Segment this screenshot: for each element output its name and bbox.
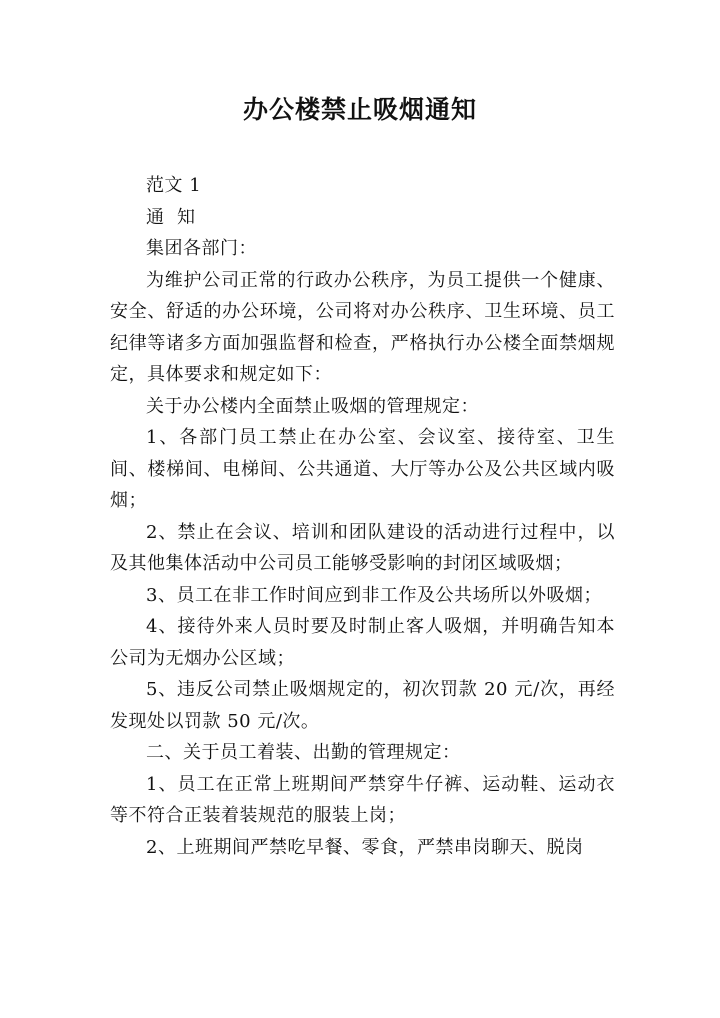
paragraph-rule-2: 2、禁止在会议、培训和团队建设的活动进行过程中，以及其他集体活动中公司员工能够受影响的封闭区域吸烟； [110, 521, 615, 574]
paragraph-sample-label: 范文 1 [146, 175, 202, 196]
paragraph-salutation: 集团各部门： [146, 238, 257, 259]
paragraph-dress-rule-1: 1、员工在正常上班期间严禁穿牛仔裤、运动鞋、运动衣等不符合正装着装规范的服装上岗； [110, 773, 615, 826]
paragraph-rule-4: 4、接待外来人员时要及时制止客人吸烟，并明确告知本公司为无烟办公区域； [110, 616, 615, 669]
paragraph-rule-1: 1、各部门员工禁止在办公室、会议室、接待室、卫生间、楼梯间、电梯间、公共通道、大厅等办公及公共区域内吸烟； [110, 427, 615, 511]
document-body [110, 170, 615, 863]
document-title: 办公楼禁止吸烟通知 [242, 95, 477, 124]
paragraph-rule-5: 5、违反公司禁止吸烟规定的，初次罚款 20 元/次，再经发现处以罚款 50 元/次。 [110, 679, 615, 732]
paragraph-notice-heading: 通 知 [146, 206, 196, 228]
paragraph-dress-rule-2: 2、上班期间严禁吃早餐、零食，严禁串岗聊天、脱岗 [146, 836, 584, 858]
paragraph-section-heading: 关于办公楼内全面禁止吸烟的管理规定： [146, 395, 479, 417]
paragraph-intro: 为维护公司正常的行政办公秩序，为员工提供一个健康、安全、舒适的办公环境，公司将对办公秩序、卫生环境、员工纪律等诸多方面加强监督和检查，严格执行办公楼全面禁烟规定，具体要求和规定如下： [110, 269, 615, 385]
paragraph-section-2-heading: 二、关于员工着装、出勤的管理规定： [146, 742, 461, 763]
paragraph-rule-3: 3、员工在非工作时间应到非工作及公共场所以外吸烟； [146, 584, 602, 606]
